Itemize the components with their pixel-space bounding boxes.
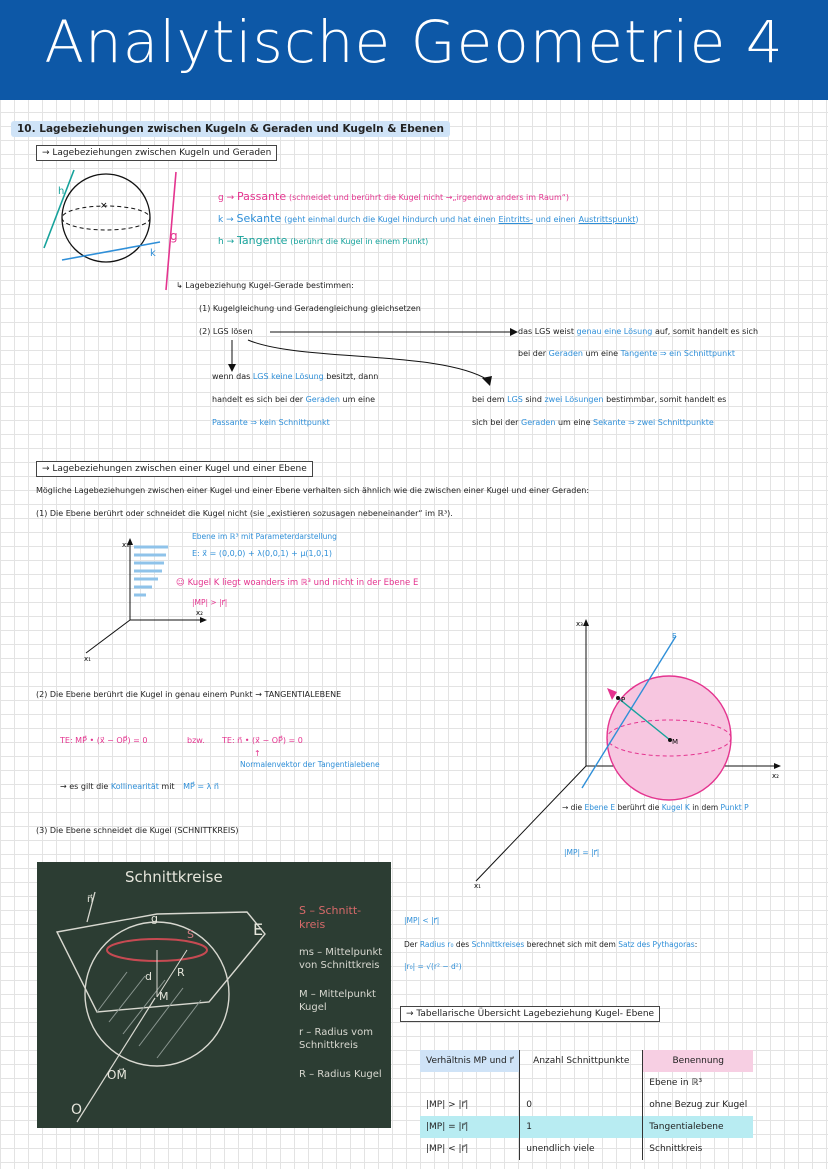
photo-OM: OM⃗ [107, 1068, 127, 1082]
label-h: h [58, 186, 65, 197]
case-3: (3) Die Ebene schneidet die Kugel (SCHNITTKREIS) [36, 826, 239, 835]
photo-g: g [151, 912, 158, 925]
photo-title: Schnittkreise [125, 868, 223, 886]
axis-x3: x₃ [122, 541, 129, 549]
photo-O: O [71, 1102, 83, 1118]
header-banner [0, 0, 828, 100]
table-box-title: → Tabellarische Übersicht Lagebeziehung Kugel- Ebene [400, 1006, 660, 1022]
photo-legend-m: M – Mittelpunkt Kugel [299, 989, 376, 1013]
radius-note: Der Radius r₀ des Schnittkreises berechnet sich mit dem Satz des Pythagoras: [404, 940, 698, 949]
tangent-line-h [44, 170, 74, 248]
table-row: |MP| > |r⃗| 0 ohne Bezug zur Kugel [420, 1094, 753, 1116]
table-header: Verhältnis MP und r⃗ [420, 1050, 520, 1072]
result-two-solutions: bei dem LGS sind zwei Lösungen bestimmbar, somit handelt es [472, 395, 727, 404]
table-row: |MP| < |r⃗| unendlich viele Schnittkreis [420, 1138, 753, 1160]
tangent-plane-3d-diagram [466, 616, 796, 892]
label-k: k [150, 248, 156, 259]
normal-arrow: ↑ [254, 749, 261, 758]
condition-3: |MP| < |r⃗| [404, 916, 440, 925]
row-passante: g → Passante (schneidet und berührt die Kugel nicht →„irgendwo anders im Raum“) [218, 190, 570, 203]
svg-text:M: M [672, 738, 679, 746]
kollinearitaet-row: → es gilt die Kollinearität mit MP⃗ = λ n⃗ [60, 782, 219, 791]
photo-M: M [159, 990, 169, 1003]
sphere-lines-diagram [38, 168, 188, 298]
center-mark: × [100, 201, 108, 211]
axis-x1: x₁ [84, 655, 91, 663]
svg-text:x₂: x₂ [772, 772, 779, 780]
plane-coordinate-diagram [78, 535, 208, 665]
tangent-plane-eq-1: TE: MP⃗ • (x⃗ − OP⃗) = 0 [60, 736, 148, 745]
photo-d: d [145, 970, 152, 983]
table-header: Anzahl Schnittpunkte [520, 1050, 643, 1072]
table-row: |MP| = |r⃗| 1 Tangentialebene [420, 1116, 753, 1138]
photo-legend-r: r – Radius vom Schnittkreis [299, 1027, 373, 1051]
overview-table [420, 1050, 753, 1160]
intro-text: Mögliche Lagebeziehungen zwischen einer Kugel und einer Ebene verhalten sich ähnlich wie die zwischen einer Kugel und einer Geraden: [36, 486, 590, 495]
ebene-equation: E: x⃗ = (0,0,0) + λ(0,0,1) + μ(1,0,1) [192, 549, 333, 558]
step-2: (2) LGS lösen [199, 327, 253, 336]
label-g: g [170, 229, 178, 243]
lgs-arrows [220, 322, 520, 392]
bestimmen-heading: ↳ Lagebeziehung Kugel-Gerade bestimmen: [176, 281, 354, 290]
condition-1: |MP| > |r⃗| [192, 598, 228, 607]
tangent-diagram-note: → die Ebene E berührt die Kugel K in dem Punkt P [562, 803, 749, 812]
ebene-note: Ebene im ℝ³ mit Parameterdarstellung [192, 532, 337, 541]
photo-n: n⃗ [87, 894, 94, 905]
axis-x2: x₂ [196, 609, 203, 617]
photo-legend-s: S – Schnitt- kreis [299, 904, 362, 931]
photo-S: S [187, 928, 194, 941]
photo-R: R [177, 966, 185, 979]
section-title: 10. Lagebeziehungen zwischen Kugeln & Geraden und Kugeln & Ebenen [11, 121, 450, 137]
table-row: Ebene in ℝ³ [420, 1072, 753, 1094]
result-no-solution: wenn das LGS keine Lösung besitzt, dann [212, 372, 379, 381]
step-1: (1) Kugelgleichung und Geradengleichung gleichsetzen [199, 304, 421, 313]
tangent-plane-eq-2: TE: n⃗ • (x⃗ − OP⃗) = 0 [222, 736, 303, 745]
photo-legend-R: R – Radius Kugel [299, 1069, 382, 1080]
case-2: (2) Die Ebene berührt die Kugel in genau einem Punkt → TANGENTIALEBENE [36, 690, 342, 699]
table-header-row [420, 1050, 753, 1072]
result-no-solution-2: handelt es sich bei der Geraden um eine [212, 395, 376, 404]
result-no-solution-3: Passante ⇒ kein Schnittpunkt [212, 418, 330, 427]
kugel-note: ☺ Kugel K liegt woanders im ℝ³ und nicht in der Ebene E [176, 578, 419, 588]
photo-legend-ms: ms – Mittelpunkt von Schnittkreis [299, 947, 383, 971]
svg-text:x₁: x₁ [474, 882, 481, 890]
table-header: Benennung [643, 1050, 753, 1072]
blackboard-photo [37, 862, 391, 1128]
svg-text:E: E [672, 632, 677, 640]
photo-E: E [253, 920, 264, 939]
sphere-circle [62, 174, 150, 262]
case-1: (1) Die Ebene berührt oder schneidet die Kugel nicht (sie „existieren sozusagen nebeneinander“ im ℝ³). [36, 509, 453, 518]
row-tangente: h → Tangente (berührt die Kugel in einem Punkt) [218, 234, 429, 247]
result-two-solutions-2: sich bei der Geraden um eine Sekante ⇒ zwei Schnittpunkte [472, 418, 714, 427]
page-title: Analytische Geometrie 4 [44, 8, 784, 76]
subsection-box-kugel-ebene: → Lagebeziehungen zwischen einer Kugel und einer Ebene [36, 461, 313, 477]
row-sekante: k → Sekante (geht einmal durch die Kugel hindurch und hat einen Eintritts- und einen Austrittspunkt) [218, 212, 639, 225]
bzw-label: bzw. [187, 736, 205, 745]
result-one-solution-2: bei der Geraden um eine Tangente ⇒ ein Schnittpunkt [518, 349, 735, 358]
svg-text:P: P [621, 696, 626, 704]
condition-2: |MP| = |r⃗| [564, 848, 600, 857]
result-one-solution: das LGS weist genau eine Lösung auf, somit handelt es sich [518, 327, 759, 336]
svg-text:x₃: x₃ [576, 620, 583, 628]
normal-vector-note: Normalenvektor der Tangentialebene [240, 760, 380, 769]
subsection-box-kugel-gerade: → Lagebeziehungen zwischen Kugeln und Geraden [36, 145, 277, 161]
radius-equation: |r₀| = √(r² − d²) [404, 962, 462, 971]
